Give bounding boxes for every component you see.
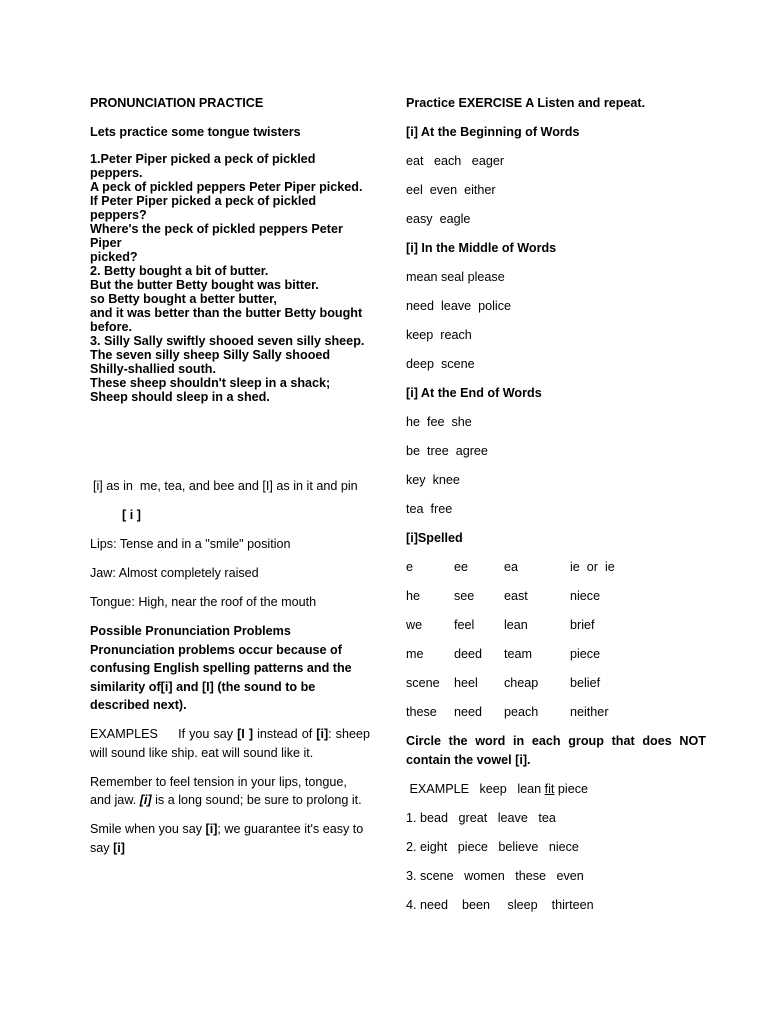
examples-text: If you say	[178, 727, 238, 741]
end-heading: [i] At the End of Words	[406, 386, 542, 400]
spelled-cell: belief	[570, 676, 601, 690]
spelled-cell: e	[406, 560, 414, 574]
word-row: tea free	[406, 502, 453, 516]
twister-line: 3. Silly Sally swiftly shooed seven silly sheep.	[90, 334, 365, 348]
twister-line: picked?	[90, 250, 138, 264]
lips-description: Lips: Tense and in a "smile" position	[90, 537, 291, 551]
smile-text: ; we guarantee it's easy to say	[90, 822, 364, 855]
examples-text: : sheep will sound like ship. eat will sound like it.	[90, 727, 370, 760]
spelled-cell: peach	[504, 705, 539, 719]
spelled-cell: see	[454, 589, 475, 603]
spelled-cell: heel	[454, 676, 478, 690]
spelled-row	[406, 558, 706, 577]
spelled-cell: ea	[504, 560, 519, 574]
word-row: need leave police	[406, 299, 512, 313]
exercise-item: 4. need been sleep thirteen	[406, 897, 594, 912]
example-label: EXAMPLE	[409, 781, 469, 796]
smile-paragraph	[90, 820, 370, 857]
right-column	[406, 94, 706, 925]
spelled-row	[406, 645, 706, 664]
smile-symbol: [i]	[113, 840, 125, 855]
spelled-cell: east	[504, 589, 528, 603]
remember-paragraph	[90, 773, 370, 810]
twister-line: Where's the peck of pickled peppers Peter Piper	[90, 222, 343, 250]
exercise-heading: Practice EXERCISE A Listen and repeat.	[406, 96, 646, 110]
middle-heading: [i] In the Middle of Words	[406, 241, 557, 255]
spelled-cell: he	[406, 589, 421, 603]
twister-line: before.	[90, 320, 132, 334]
spelled-cell: deed	[454, 647, 483, 661]
spelled-cell: lean	[504, 618, 528, 632]
examples-symbol: [i]	[316, 727, 329, 741]
spelled-row	[406, 616, 706, 635]
spelled-cell: scene	[406, 676, 440, 690]
spelled-cell: team	[504, 647, 532, 661]
twister-line: so Betty bought a better butter,	[90, 292, 277, 306]
exercise-item: 2. eight piece believe niece	[406, 839, 579, 854]
spelled-cell: feel	[454, 618, 475, 632]
word-row: deep scene	[406, 357, 475, 371]
word-row: he fee she	[406, 415, 472, 429]
spelled-cell: neither	[570, 705, 609, 719]
circle-instruction: Circle the word in each group that does NOT contain the vowel [i].	[406, 734, 706, 767]
twister-line: A peck of pickled peppers Peter Piper picked.	[90, 180, 363, 194]
spelled-cell: brief	[570, 618, 595, 632]
spelled-cell: me	[406, 647, 424, 661]
word-row: eel even either	[406, 183, 496, 197]
twister-line: 1.Peter Piper picked a peck of pickled peppers.	[90, 152, 316, 180]
twister-line: But the butter Betty bought was bitter.	[90, 278, 319, 292]
twister-line: Sheep should sleep in a shed.	[90, 390, 270, 404]
examples-text: instead of	[253, 727, 317, 741]
left-column	[90, 94, 370, 857]
example-row	[406, 780, 706, 799]
word-row: keep reach	[406, 328, 472, 342]
spelled-cell: need	[454, 705, 483, 719]
spelled-cell: we	[406, 618, 423, 632]
spelled-table	[406, 558, 706, 722]
word-row: easy eagle	[406, 212, 471, 226]
twister-line: and it was better than the butter Betty bought	[90, 306, 363, 320]
beginning-heading: [i] At the Beginning of Words	[406, 125, 580, 139]
twister-line: These sheep shouldn't sleep in a shack;	[90, 376, 331, 390]
remember-text: Remember to feel tension in your lips, tongue, and jaw.	[90, 774, 347, 807]
remember-text: is a long sound; be sure to prolong it.	[151, 793, 362, 807]
spelled-cell: ie or ie	[570, 560, 615, 574]
twister-line: 2. Betty bought a bit of butter.	[90, 264, 269, 278]
twister-line: The seven silly sheep Silly Sally shooed	[90, 348, 331, 362]
exercise-item: 1. bead great leave tea	[406, 810, 556, 825]
word-row: mean seal please	[406, 270, 505, 284]
example-answer: fit	[544, 781, 555, 796]
exercise-item: 3. scene women these even	[406, 868, 584, 883]
smile-symbol: [i]	[205, 822, 218, 836]
spelled-cell: ee	[454, 560, 469, 574]
word-row: key knee	[406, 473, 460, 487]
examples-paragraph	[90, 725, 370, 762]
spelled-cell: cheap	[504, 676, 539, 690]
spelled-row	[406, 674, 706, 693]
spelled-cell: these	[406, 705, 437, 719]
sound-intro: [i] as in me, tea, and bee and [I] as in it and pin	[93, 479, 358, 493]
example-word: piece	[557, 781, 589, 796]
spelled-cell: piece	[570, 647, 601, 661]
smile-text: Smile when you say	[90, 822, 206, 836]
twister-line: If Peter Piper picked a peck of pickled peppers?	[90, 194, 317, 222]
example-word: lean	[517, 781, 542, 796]
spelled-row	[406, 703, 706, 722]
examples-label: EXAMPLES	[90, 727, 158, 741]
pronunciation-problems: Possible Pronunciation Problems Pronunciation problems occur because of confusing English spelling patterns and the similarity of[i] and [I] (the sound to be described next).	[90, 624, 352, 712]
word-row: eat each eager	[406, 154, 505, 168]
example-word: keep	[479, 781, 507, 796]
jaw-description: Jaw: Almost completely raised	[90, 566, 259, 580]
sound-symbol: [ i ]	[122, 508, 141, 522]
spelled-row	[406, 587, 706, 606]
page-title: PRONUNCIATION PRACTICE	[90, 96, 264, 110]
remember-symbol: [i]	[139, 793, 152, 807]
word-row: be tree agree	[406, 444, 488, 458]
tongue-twisters	[90, 152, 370, 404]
examples-symbol: [I ]	[237, 727, 254, 741]
subtitle: Lets practice some tongue twisters	[90, 125, 301, 139]
tongue-description: Tongue: High, near the roof of the mouth	[90, 595, 317, 609]
spelled-cell: niece	[570, 589, 601, 603]
spelled-heading: [i]Spelled	[406, 531, 463, 545]
twister-line: Shilly-shallied south.	[90, 362, 216, 376]
